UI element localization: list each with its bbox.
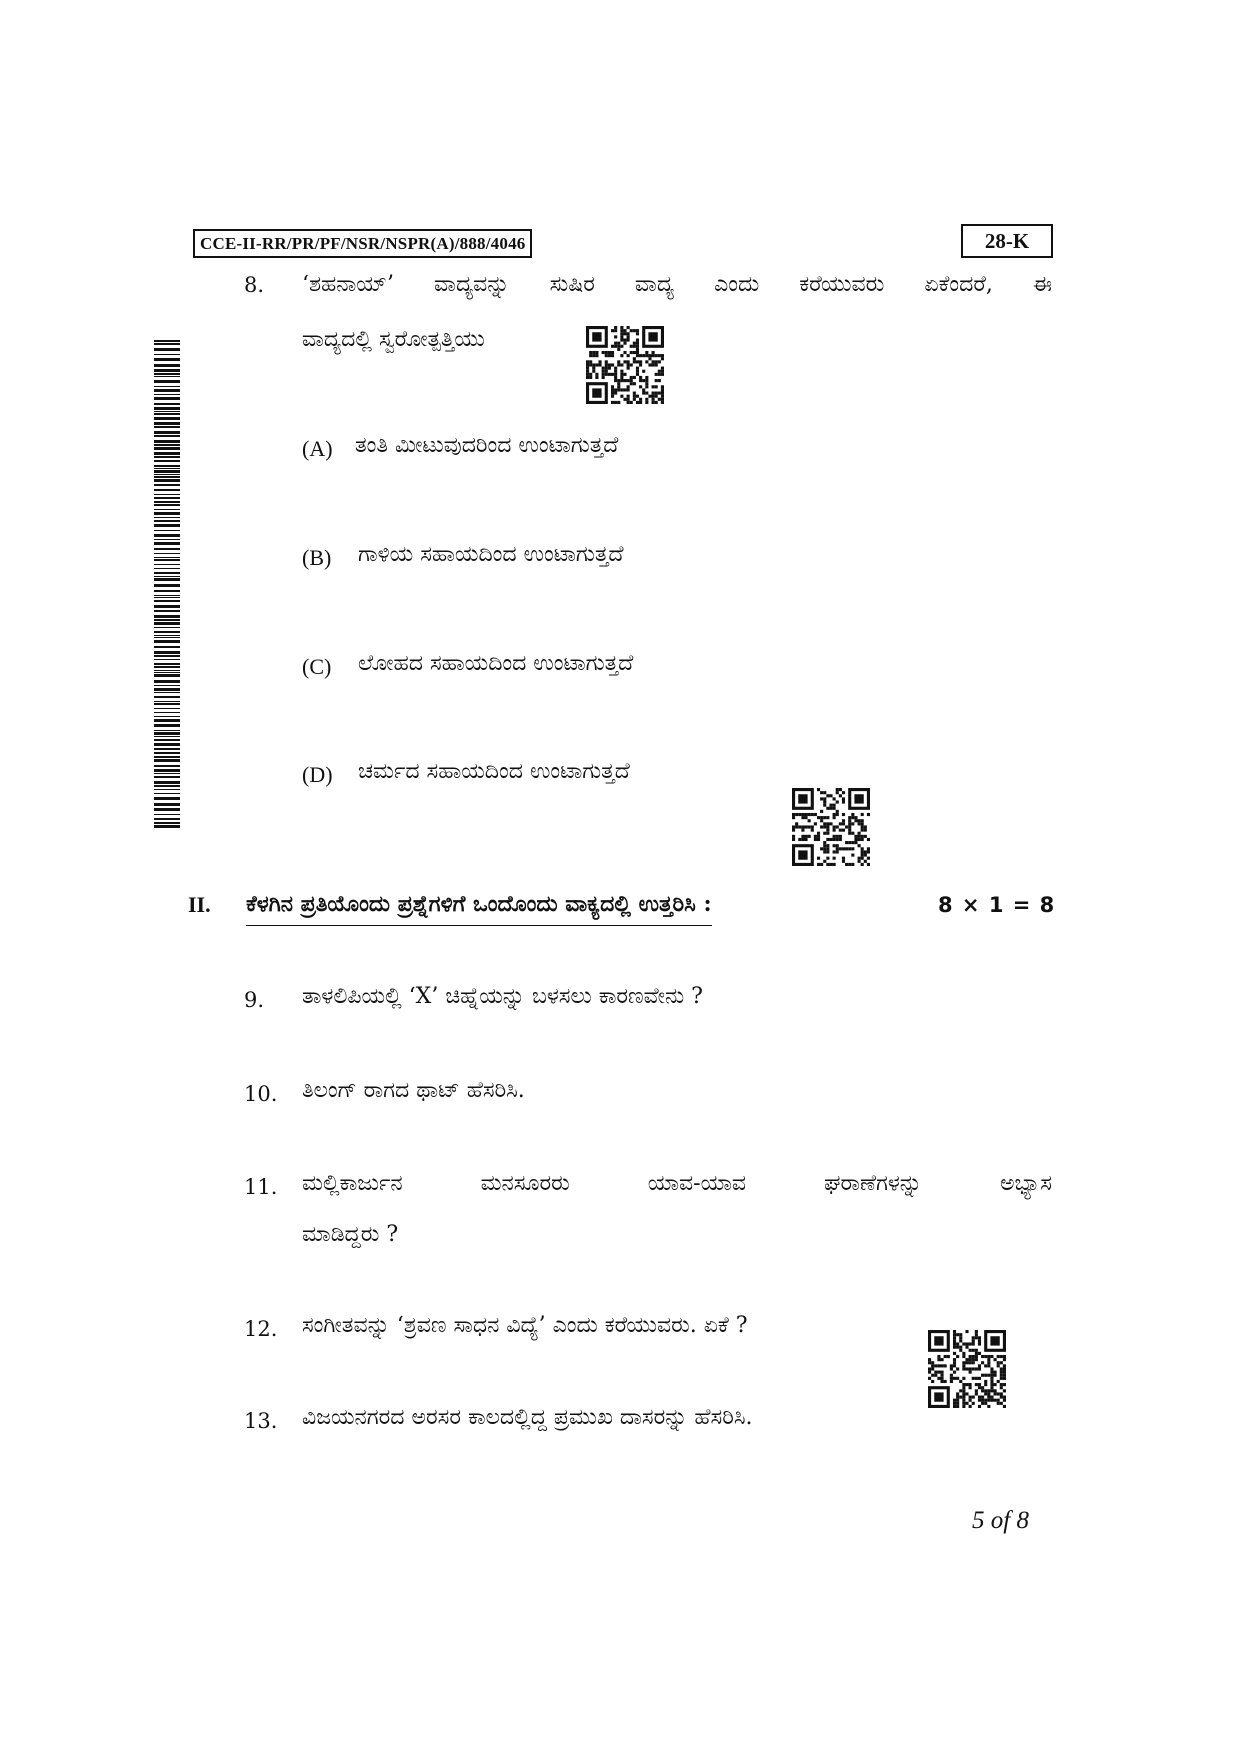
- exam-code: CCE-II-RR/PR/PF/NSR/NSPR(A)/888/4046: [193, 229, 532, 258]
- qr-code: [586, 326, 664, 404]
- section-number: II.: [188, 892, 211, 917]
- qr-code: [928, 1330, 1006, 1408]
- q11-number: 11.: [244, 1175, 278, 1199]
- q11-line2: ಮಾಡಿದ್ದರು ?: [302, 1222, 399, 1247]
- q13-text: ವಿಜಯನಗರದ ಅರಸರ ಕಾಲದಲ್ಲಿದ್ದ ಪ್ರಮುಖ ದಾಸರನ್ನು ಹೆಸರಿಸಿ.: [302, 1405, 753, 1430]
- section-title: ಕೆಳಗಿನ ಪ್ರತಿಯೊಂದು ಪ್ರಶ್ನೆಗಳಿಗೆ ಒಂದೊಂದು ವಾಕ್ಯದಲ್ಲಿ ಉತ್ತರಿಸಿ :: [246, 889, 712, 926]
- q9-number: 9.: [244, 988, 265, 1012]
- q8-line1: ‘ಶಹನಾಯ್’ ವಾದ್ಯವನ್ನು ಸುಷಿರ ವಾದ್ಯ ಎಂದು ಕರೆಯುವರು ಏಕೆಂದರೆ, ಈ: [302, 272, 1052, 297]
- q8-option-b-text: ಗಾಳಿಯ ಸಹಾಯದಿಂದ ಉಂಟಾಗುತ್ತದೆ: [358, 542, 624, 567]
- q8-option-b-label: (B): [302, 545, 332, 570]
- q8-option-d-label: (D): [302, 762, 333, 787]
- q12-number: 12.: [244, 1317, 278, 1341]
- q10-text: ತಿಲಂಗ್ ರಾಗದ ಥಾಟ್ ಹೆಸರಿಸಿ.: [302, 1078, 525, 1103]
- barcode: [154, 340, 180, 830]
- q8-option-d-text: ಚರ್ಮದ ಸಹಾಯದಿಂದ ಉಂಟಾಗುತ್ತದೆ: [358, 759, 630, 784]
- q10-number: 10.: [244, 1082, 278, 1106]
- paper-code-box: 28-K: [961, 224, 1053, 258]
- q9-text: ತಾಳಲಿಪಿಯಲ್ಲಿ ‘X’ ಚಿಹ್ನೆಯನ್ನು ಬಳಸಲು ಕಾರಣವೇನು ?: [302, 984, 703, 1009]
- q8-number: 8.: [244, 273, 265, 297]
- q13-number: 13.: [244, 1409, 278, 1433]
- q12-text: ಸಂಗೀತವನ್ನು ‘ಶ್ರವಣ ಸಾಧನ ವಿದ್ಯೆ’ ಎಂದು ಕರೆಯುವರು. ಏಕೆ ?: [302, 1313, 748, 1338]
- q8-line2: ವಾದ್ಯದಲ್ಲಿ ಸ್ವರೋತ್ಪತ್ತಿಯು: [302, 327, 485, 352]
- section-marks: 8 × 1 = 8: [938, 893, 1056, 917]
- q11-line1: ಮಲ್ಲಿಕಾರ್ಜುನ ಮನಸೂರರು ಯಾವ-ಯಾವ ಘರಾಣೆಗಳನ್ನು ಅಭ್ಯಾಸ: [302, 1171, 1052, 1196]
- q8-option-c-text: ಲೋಹದ ಸಹಾಯದಿಂದ ಉಂಟಾಗುತ್ತದೆ: [358, 651, 634, 676]
- page-number: 5 of 8: [972, 1507, 1029, 1534]
- q8-option-c-label: (C): [302, 654, 332, 679]
- q8-option-a-label: (A): [302, 436, 333, 461]
- q8-option-a-text: ತಂತಿ ಮೀಟುವುದರಿಂದ ಉಂಟಾಗುತ್ತದೆ: [355, 433, 619, 458]
- qr-code: [792, 788, 870, 866]
